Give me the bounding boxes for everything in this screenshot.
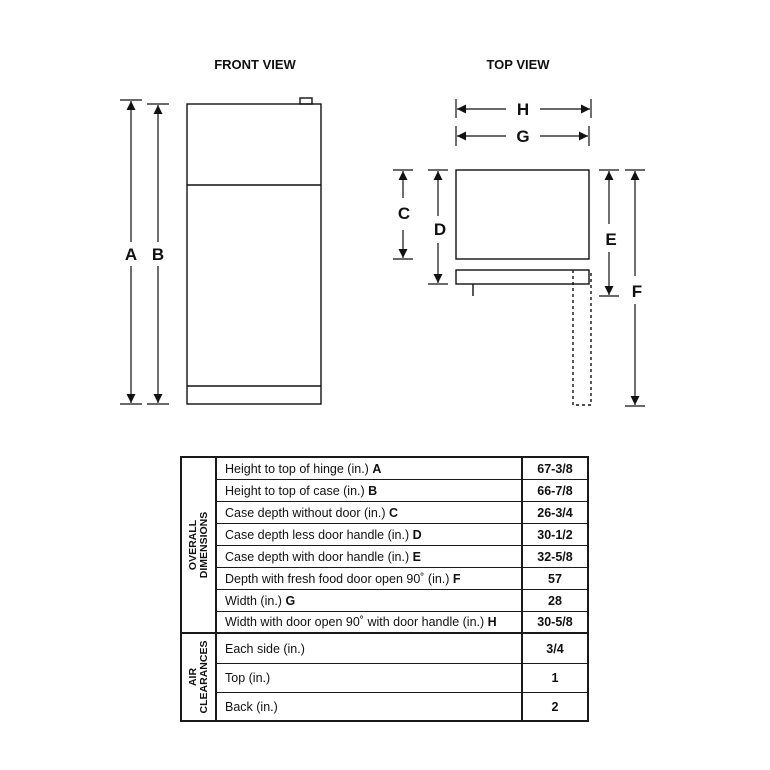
table-row bbox=[217, 546, 587, 568]
table-row bbox=[217, 590, 587, 612]
dimensions-table bbox=[180, 456, 589, 722]
row-label: Each side (in.) bbox=[225, 641, 305, 656]
dimension-label-h: H bbox=[516, 100, 530, 119]
refrigerator-body bbox=[187, 104, 321, 404]
row-label: Case depth less door handle (in.) D bbox=[225, 527, 422, 542]
row-label: Height to top of case (in.) B bbox=[225, 483, 378, 498]
row-label: Height to top of hinge (in.) A bbox=[225, 461, 382, 476]
door-open-outline bbox=[573, 270, 591, 405]
dimension-label-b: B bbox=[151, 245, 165, 264]
table-row bbox=[217, 612, 587, 632]
row-value: 1 bbox=[521, 664, 587, 692]
overall-dimensions-header-text: OVERALL DIMENSIONS bbox=[186, 511, 210, 579]
row-value: 67-3/8 bbox=[521, 458, 587, 479]
table-row bbox=[217, 480, 587, 502]
dimension-label-e: E bbox=[605, 230, 617, 249]
table-row bbox=[217, 634, 587, 664]
dimension-label-a: A bbox=[124, 245, 138, 264]
row-label: Case depth without door (in.) C bbox=[225, 505, 399, 520]
row-label: Case depth with door handle (in.) E bbox=[225, 549, 421, 564]
hinge bbox=[300, 98, 312, 104]
top-view-drawing bbox=[456, 170, 591, 405]
air-clearances-header-text: AIR CLEARANCES bbox=[186, 640, 210, 714]
dimension-label-f: F bbox=[631, 282, 643, 301]
front-view-title: FRONT VIEW bbox=[214, 57, 296, 72]
overall-dimensions-header bbox=[182, 458, 217, 632]
table-row bbox=[217, 664, 587, 693]
table-row bbox=[217, 458, 587, 480]
row-value: 30-5/8 bbox=[521, 612, 587, 632]
row-value: 66-7/8 bbox=[521, 480, 587, 501]
row-label: Width with door open 90˚ with door handle (in.) H bbox=[225, 615, 497, 629]
dimension-label-c: C bbox=[397, 204, 411, 223]
row-value: 57 bbox=[521, 568, 587, 589]
row-label: Width (in.) G bbox=[225, 593, 296, 608]
air-clearances-header bbox=[182, 634, 217, 720]
table-row bbox=[217, 693, 587, 720]
row-value: 32-5/8 bbox=[521, 546, 587, 567]
case-top bbox=[456, 170, 589, 259]
row-value: 2 bbox=[521, 693, 587, 720]
row-label: Back (in.) bbox=[225, 699, 278, 714]
dimension-label-d: D bbox=[433, 220, 447, 239]
table-row bbox=[217, 524, 587, 546]
dimension-label-g: G bbox=[516, 127, 530, 146]
top-view-title: TOP VIEW bbox=[486, 57, 550, 72]
row-value: 3/4 bbox=[521, 634, 587, 663]
air-clearances-section bbox=[182, 634, 587, 720]
row-value: 30-1/2 bbox=[521, 524, 587, 545]
row-label: Top (in.) bbox=[225, 671, 271, 685]
row-value: 28 bbox=[521, 590, 587, 611]
front-view-drawing bbox=[187, 98, 321, 404]
overall-dimensions-section bbox=[182, 458, 587, 634]
door-top bbox=[456, 270, 589, 284]
table-row bbox=[217, 568, 587, 590]
table-row bbox=[217, 502, 587, 524]
row-value: 26-3/4 bbox=[521, 502, 587, 523]
row-label: Depth with fresh food door open 90˚ (in.) F bbox=[225, 571, 461, 586]
